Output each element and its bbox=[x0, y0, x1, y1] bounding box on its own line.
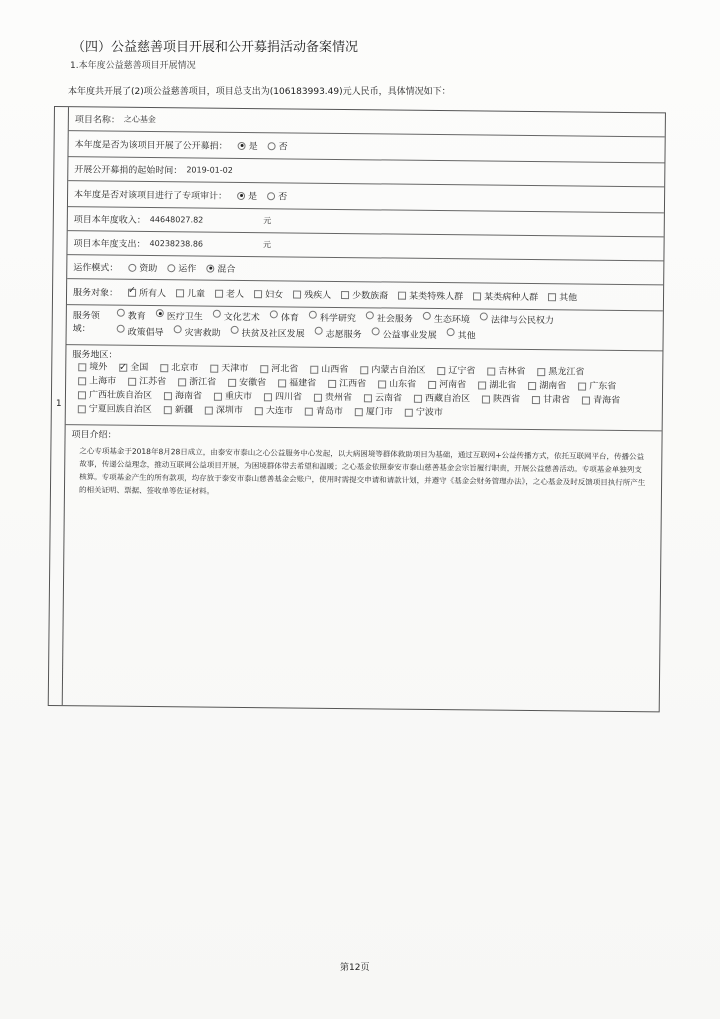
expense-unit: 元 bbox=[262, 240, 272, 250]
region-checkbox[interactable] bbox=[78, 377, 86, 385]
region-checkbox[interactable] bbox=[414, 394, 422, 402]
field-label: 扶贫及社区发展 bbox=[241, 328, 305, 340]
raise-start-value: 2019-01-02 bbox=[186, 165, 233, 175]
region-label: 海南省 bbox=[174, 391, 203, 402]
field-label: 社会服务 bbox=[376, 314, 413, 325]
target-checkbox[interactable] bbox=[176, 289, 184, 297]
region-checkbox[interactable] bbox=[128, 377, 136, 385]
region-checkbox[interactable] bbox=[405, 408, 413, 416]
target-checkbox[interactable] bbox=[398, 291, 406, 299]
region-label: 福建省 bbox=[289, 378, 317, 389]
region-checkbox[interactable] bbox=[228, 378, 236, 386]
region-label: 浙江省 bbox=[189, 377, 217, 388]
region-checkbox[interactable] bbox=[278, 379, 286, 387]
region-checkbox[interactable] bbox=[178, 378, 186, 386]
field-label: 生态环境 bbox=[433, 314, 470, 326]
region-label: 境外 bbox=[89, 362, 108, 373]
field-label: 政策倡导 bbox=[127, 327, 164, 339]
region-label: 河北省 bbox=[271, 364, 299, 375]
region-label: 全国 bbox=[130, 362, 149, 374]
region-label: 湖南省 bbox=[539, 381, 567, 392]
field-label: 志愿服务 bbox=[325, 329, 362, 341]
region-checkbox[interactable] bbox=[214, 392, 222, 400]
page-number: 第12页 bbox=[340, 963, 370, 973]
region-national-checkbox[interactable] bbox=[119, 363, 127, 371]
mode-fund-radio[interactable] bbox=[128, 263, 136, 271]
intro-label: 项目介绍： bbox=[71, 430, 117, 441]
region-label: 青岛市 bbox=[315, 406, 343, 418]
region-label: 大连市 bbox=[265, 406, 293, 417]
field-radio[interactable] bbox=[447, 328, 455, 336]
project-name-value: 之心基金 bbox=[123, 114, 156, 125]
fields-row bbox=[66, 305, 662, 351]
region-label: 江西省 bbox=[339, 379, 367, 390]
region-checkbox[interactable] bbox=[428, 380, 436, 388]
field-radio[interactable] bbox=[174, 325, 182, 333]
region-label: 重庆市 bbox=[224, 391, 253, 403]
audit-no-label: 否 bbox=[278, 192, 288, 203]
region-checkbox[interactable] bbox=[260, 365, 268, 373]
region-checkbox[interactable] bbox=[482, 395, 490, 403]
public-raise-no-label: 否 bbox=[278, 142, 288, 153]
region-label: 宁波市 bbox=[415, 407, 443, 419]
field-radio[interactable] bbox=[366, 311, 374, 319]
region-label: 北京市 bbox=[171, 363, 199, 374]
field-label: 教育 bbox=[127, 311, 146, 322]
region-checkbox[interactable] bbox=[355, 408, 363, 416]
mode-mixed-radio[interactable] bbox=[206, 264, 214, 272]
region-checkbox[interactable] bbox=[78, 405, 86, 413]
region-label: 天津市 bbox=[221, 363, 249, 375]
field-label: 科学研究 bbox=[319, 313, 356, 325]
target-label: 其他 bbox=[559, 293, 578, 304]
target-label: 残疾人 bbox=[304, 290, 332, 301]
region-checkbox[interactable] bbox=[328, 379, 336, 387]
region-checkbox[interactable] bbox=[164, 392, 172, 400]
region-label: 四川省 bbox=[274, 392, 303, 403]
intro-section bbox=[65, 425, 662, 508]
audit-no-radio[interactable] bbox=[267, 192, 275, 200]
region-label: 贵州省 bbox=[324, 392, 353, 404]
field-radio[interactable] bbox=[480, 312, 488, 320]
fields-label: 服务领域： bbox=[72, 311, 100, 335]
field-radio[interactable] bbox=[372, 327, 380, 335]
field-radio[interactable] bbox=[270, 310, 278, 318]
field-radio[interactable] bbox=[309, 311, 317, 319]
target-label: 老人 bbox=[226, 289, 245, 301]
field-label: 其他 bbox=[457, 331, 476, 342]
subsection-title: 1.本年度公益慈善项目开展情况 bbox=[70, 61, 196, 71]
region-label: 湖北省 bbox=[489, 380, 517, 391]
region-label: 深圳市 bbox=[215, 405, 243, 416]
public-raise-yes-label: 是 bbox=[248, 142, 258, 153]
raise-start-label: 开展公开募捐的起始时间： bbox=[74, 165, 183, 177]
row-index: 1 bbox=[55, 399, 62, 410]
region-checkbox[interactable] bbox=[487, 367, 495, 375]
region-checkbox[interactable] bbox=[255, 407, 263, 415]
region-label: 宁夏回族自治区 bbox=[88, 404, 152, 416]
audit-yes-radio[interactable] bbox=[237, 191, 245, 199]
target-checkbox[interactable] bbox=[548, 293, 556, 301]
public-raise-label: 本年度是否为该项目开展了公开募捐： bbox=[74, 140, 228, 152]
target-checkbox[interactable] bbox=[473, 292, 481, 300]
project-table bbox=[48, 106, 666, 712]
region-checkbox[interactable] bbox=[364, 394, 372, 402]
income-value: 44648027.82 bbox=[149, 215, 204, 225]
region-label: 辽宁省 bbox=[448, 366, 476, 377]
mode-mixed-label: 混合 bbox=[217, 264, 236, 275]
field-label: 法律与公民权力 bbox=[490, 315, 554, 327]
region-checkbox[interactable] bbox=[78, 363, 86, 371]
field-label: 灾害救助 bbox=[184, 328, 221, 339]
region-label: 甘肃省 bbox=[543, 395, 571, 406]
region-label: 内蒙古自治区 bbox=[371, 365, 426, 376]
audit-yes-label: 是 bbox=[248, 192, 258, 203]
mode-operate-radio[interactable] bbox=[167, 264, 175, 272]
region-checkbox[interactable] bbox=[378, 380, 386, 388]
region-checkbox[interactable] bbox=[537, 368, 545, 376]
region-label: 黑龙江省 bbox=[548, 367, 585, 378]
region-label: 安徽省 bbox=[239, 377, 267, 389]
region-checkbox[interactable] bbox=[528, 381, 536, 389]
public-raise-no-radio[interactable] bbox=[268, 142, 276, 150]
region-label: 山西省 bbox=[321, 364, 349, 376]
mode-fund-label: 资助 bbox=[139, 263, 158, 275]
target-label: 妇女 bbox=[265, 290, 284, 301]
target-checkbox[interactable] bbox=[293, 290, 301, 298]
region-label: 江苏省 bbox=[139, 376, 167, 388]
public-raise-yes-radio[interactable] bbox=[238, 141, 246, 149]
region-label: 广西壮族自治区 bbox=[88, 390, 153, 402]
income-unit: 元 bbox=[263, 216, 272, 226]
audit-label: 本年度是否对该项目进行了专项审计： bbox=[74, 190, 228, 202]
target-label: 少数族裔 bbox=[352, 291, 389, 302]
region-label: 陕西省 bbox=[493, 394, 521, 405]
project-name-label: 项目名称： bbox=[74, 115, 120, 126]
target-checkbox[interactable] bbox=[341, 291, 349, 299]
region-label: 山东省 bbox=[389, 379, 417, 390]
section-title: （四）公益慈善项目开展和公开募捐活动备案情况 bbox=[72, 40, 359, 55]
region-checkbox[interactable] bbox=[314, 393, 322, 401]
region-checkbox[interactable] bbox=[305, 407, 313, 415]
region-checkbox[interactable] bbox=[360, 366, 368, 374]
region-checkbox[interactable] bbox=[78, 391, 86, 399]
income-label: 项目本年度收入： bbox=[73, 215, 146, 226]
region-label: 吉林省 bbox=[498, 366, 526, 377]
target-all-checkbox[interactable] bbox=[128, 288, 136, 296]
field-label: 医疗卫生 bbox=[166, 312, 203, 323]
region-checkbox[interactable] bbox=[264, 393, 272, 401]
regions-row bbox=[66, 345, 663, 431]
region-checkbox[interactable] bbox=[164, 406, 172, 414]
field-medical-radio[interactable] bbox=[156, 309, 164, 317]
region-checkbox[interactable] bbox=[582, 396, 590, 404]
field-radio[interactable] bbox=[315, 327, 323, 335]
region-label: 河南省 bbox=[439, 380, 467, 391]
region-label: 广东省 bbox=[589, 381, 617, 392]
region-label: 新疆 bbox=[174, 405, 193, 416]
region-checkbox[interactable] bbox=[210, 364, 218, 372]
target-checkbox[interactable] bbox=[215, 289, 223, 297]
region-label: 厦门市 bbox=[365, 407, 393, 418]
target-label: 儿童 bbox=[187, 289, 206, 300]
region-checkbox[interactable] bbox=[578, 382, 586, 390]
mode-label: 运作模式： bbox=[73, 263, 119, 274]
region-checkbox[interactable] bbox=[160, 364, 168, 372]
target-label: 某类病种人群 bbox=[484, 292, 539, 304]
field-label: 公益事业发展 bbox=[382, 330, 437, 342]
field-radio[interactable] bbox=[423, 312, 431, 320]
field-label: 文化艺术 bbox=[223, 312, 260, 324]
region-checkbox[interactable] bbox=[310, 365, 318, 373]
region-checkbox[interactable] bbox=[437, 367, 445, 375]
field-radio[interactable] bbox=[117, 309, 125, 317]
target-label: 某类特殊人群 bbox=[409, 291, 464, 303]
region-label: 云南省 bbox=[374, 393, 403, 404]
intro-text: 之心专项基金于2018年8月28日成立，由泰安市泰山之心公益服务中心发起，以大病困境等群体救助项目为基础，通过互联网+公益传播方式，依托互联网平台，传播公益故事，传递公益理念，推动互联网公益项目开展，为困境群体带去希望和温暖；之心基金依照泰安市泰山慈善基金会宗旨履行职责，开展公益慈善活动。专项基金单独列支核算。专项基金产生的所有款项，均存放于泰安市泰山慈善基金会账户，使用时需提交申请和请款计划，并遵守《基金会财务管理办法》，之心基金及时反馈项目执行所产生的相关证明、票据、签收单等佐证材料。 bbox=[78, 446, 646, 496]
expense-value: 40238238.86 bbox=[149, 239, 204, 249]
region-label: 青海省 bbox=[593, 395, 621, 406]
region-label: 西藏自治区 bbox=[424, 393, 471, 405]
target-checkbox[interactable] bbox=[254, 290, 262, 298]
regions-label: 服务地区： bbox=[72, 350, 118, 361]
expense-label: 项目本年度支出： bbox=[73, 239, 146, 250]
summary-text: 本年度共开展了(2)项公益慈善项目，项目总支出为(106183993.49)元人民币，具体情况如下： bbox=[68, 87, 451, 97]
field-radio[interactable] bbox=[117, 325, 125, 333]
region-checkbox[interactable] bbox=[205, 406, 213, 414]
field-radio[interactable] bbox=[213, 310, 221, 318]
region-checkbox[interactable] bbox=[532, 396, 540, 404]
field-radio[interactable] bbox=[231, 326, 239, 334]
targets-label: 服务对象： bbox=[72, 288, 119, 299]
region-checkbox[interactable] bbox=[478, 381, 486, 389]
target-label: 所有人 bbox=[139, 288, 167, 300]
region-label: 上海市 bbox=[89, 376, 117, 387]
field-label: 体育 bbox=[280, 313, 299, 324]
mode-operate-label: 运作 bbox=[178, 264, 197, 275]
